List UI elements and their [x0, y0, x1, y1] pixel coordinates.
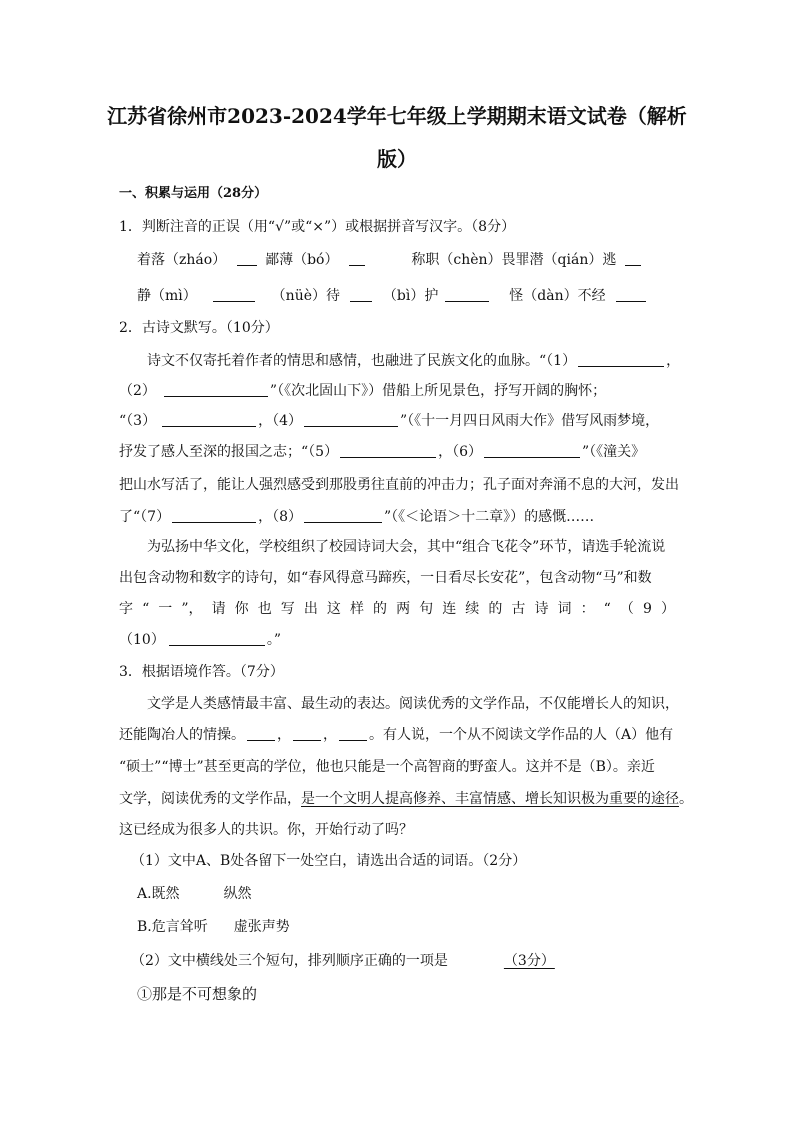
q2-p1-line6 [119, 507, 594, 527]
q1-blank-c[interactable] [625, 251, 641, 266]
q3-text: 还能陶冶人的情操。 [119, 727, 245, 743]
q2-p1-line4 [119, 442, 645, 462]
q3-blank-2[interactable] [293, 726, 321, 741]
q2-blank-6[interactable] [484, 443, 580, 458]
q2-blank-4[interactable] [304, 412, 398, 427]
section-heading: 一、积累与运用（28分） [119, 186, 268, 201]
q1-row2 [137, 286, 648, 306]
q2-blank-3[interactable] [162, 412, 256, 427]
q1-blank-g[interactable] [616, 287, 646, 302]
q1-item-g: 怪（dàn）不经 [509, 288, 606, 304]
q1-item-f: （bì）护 [382, 288, 439, 304]
q2-p2-line3 [119, 599, 675, 619]
q1-item-c: 称职（chèn）畏罪潜（qián）逃 [411, 252, 617, 268]
q2-p2-char: 样 [349, 601, 364, 617]
q2-p2-char: ） [660, 601, 675, 617]
q2-p2-char: 也 [257, 601, 272, 617]
q1-blank-a[interactable] [237, 251, 257, 266]
option-a-word2: 纵然 [223, 886, 252, 902]
q2-p1-text: “（3） [119, 413, 157, 429]
q1-item-b: 鄙薄（bó） [265, 252, 339, 268]
q2-blank-10[interactable] [169, 631, 265, 646]
q2-blank-5[interactable] [340, 443, 436, 458]
q2-p2-char: 字 [119, 601, 133, 617]
q2-p1-text: ”（《十一月四日风雨大作》借写风雨梦境， [400, 413, 660, 429]
q2-p1-line3 [119, 411, 659, 431]
option-b-word2: 虚张声势 [233, 919, 290, 935]
option-b-word1: B.危言耸听 [137, 919, 208, 935]
q3-line4 [119, 789, 693, 809]
q3-sub2 [131, 951, 555, 971]
q1-blank-d[interactable] [213, 287, 255, 302]
q2-p2-char: 9 [642, 601, 652, 617]
q1-blank-e[interactable] [350, 287, 372, 302]
q3-text: ， [277, 727, 291, 743]
q3-sub1: （1）文中A、B处各留下一处空白，请选出合适的词语。（2分） [131, 853, 527, 869]
q2-p1-text: ”（《次北固山下》）借船上所见景色，抒写开阔的胸怀； [269, 383, 607, 399]
q2-p2-char: ”， [181, 601, 203, 617]
q2-p2-line2: 出包含动物和数字的诗句，如“春风得意马蹄疾，一日看尽长安花”，包含动物“马”和数 [119, 570, 652, 586]
page-title-line1: 江苏省徐州市2023-2024学年七年级上学期期末语文试卷（解析 [107, 104, 687, 128]
q3-line1: 文学是人类感情最丰富、最生动的表达。阅读优秀的文学作品，不仅能增长人的知识， [147, 696, 679, 712]
page-title-line2: 版） [377, 147, 417, 171]
q2-p2-char: 这 [326, 601, 341, 617]
q2-p1-text: （2） [119, 383, 156, 399]
q2-p1-text: ，（4） [258, 413, 302, 429]
q2-p1-text: ”（《潼关》 [582, 444, 646, 460]
q2-p2-char: 出 [303, 601, 318, 617]
q2-p1-line2 [119, 381, 606, 401]
q2-p2-char: 的 [373, 601, 388, 617]
q3-item-1: ①那是不可想象的 [137, 985, 258, 1003]
q2-p2-text: 。” [266, 632, 281, 648]
q2-p2-char: 两 [396, 601, 411, 617]
q2-p2-char: ： [580, 601, 595, 617]
q3-line5: 这已经成为很多人的共识。你，开始行动了吗？ [119, 822, 413, 838]
q2-p2-char: 诗 [534, 601, 549, 617]
q1-blank-b[interactable] [349, 251, 365, 266]
q2-p2-char: “ [142, 601, 150, 617]
q3-stem: 3．根据语境作答。（7分） [119, 664, 284, 680]
q2-p2-char: 写 [280, 601, 295, 617]
q2-p1-text: ，（8） [258, 509, 302, 525]
q2-p1-text: 抒发了感人至深的报国之志；“（5） [119, 444, 339, 460]
q3-line3: “硕士”“博士”甚至更高的学位，他也只能是一个高智商的野蛮人。这并不是（B）。亲近 [119, 759, 655, 775]
q1-item-a: 着落（zháo） [137, 252, 227, 268]
q3-option-b [137, 917, 290, 937]
q2-blank-2[interactable] [164, 382, 268, 397]
q2-p2-line4 [119, 630, 281, 650]
option-a-word1: A.既然 [137, 886, 180, 902]
q2-p2-line1: 为弘扬中华文化，学校组织了校园诗词大会，其中“组合飞花令”环节，请选手轮流说 [147, 539, 666, 555]
q2-p1-text: ， [666, 353, 681, 369]
q2-p2-char: 续 [465, 601, 480, 617]
q2-p1-line5: 把山水写活了，能让人强烈感受到那股勇往直前的冲击力；孔子面对奔涌不息的大河，发出 [119, 477, 679, 493]
q3-text: 。 [679, 791, 693, 807]
q3-blank-1[interactable] [247, 726, 275, 741]
q2-p2-char: “ [603, 601, 611, 617]
q2-p2-char: （ [619, 601, 634, 617]
q1-item-e: （nüè）待 [271, 288, 340, 304]
q2-p1-line1 [147, 351, 680, 371]
q1-item-d: 静（mì） [137, 288, 197, 304]
q2-p2-char: 词 [557, 601, 572, 617]
q3-line2 [119, 725, 673, 745]
q2-p2-char: 的 [488, 601, 503, 617]
q3-underlined-sentence: 是一个文明人提高修养、丰富情感、增长知识极为重要的途径 [301, 791, 679, 807]
q3-text: 文学，阅读优秀的文学作品， [119, 791, 301, 807]
q2-blank-1[interactable] [578, 352, 664, 367]
q2-p1-text: ，（6） [438, 444, 482, 460]
q2-p2-char: 一 [158, 601, 173, 617]
q1-stem: 1．判断注音的正误（用“√”或“×”）或根据拼音写汉字。（8分） [119, 219, 516, 235]
q2-p2-char: 古 [511, 601, 526, 617]
q2-stem: 2．古诗文默写。（10分） [119, 320, 279, 336]
q3-text: 。有人说，一个从不阅读文学作品的人（A）他有 [369, 727, 674, 743]
q2-blank-7[interactable] [172, 508, 256, 523]
q2-p2-text: （10） [119, 632, 165, 648]
q2-p1-text: 诗文不仅寄托着作者的情思和感情，也融进了民族文化的血脉。“（1） [147, 353, 577, 369]
q3-text: ， [323, 727, 337, 743]
q2-p1-text: 了“（7） [119, 509, 171, 525]
q2-p2-char: 句 [419, 601, 434, 617]
q3-option-a [137, 884, 252, 904]
q2-p2-char: 请 [211, 601, 226, 617]
q2-p2-char: 连 [442, 601, 457, 617]
q1-blank-f[interactable] [445, 287, 489, 302]
q2-p1-text: ”（《＜论语＞十二章》）的感慨…… [384, 509, 595, 525]
q3-sub2-text: （2）文中横线处三个短句，排列顺序正确的一项是 [131, 953, 448, 969]
q2-blank-8[interactable] [304, 508, 382, 523]
q1-row1 [137, 250, 643, 270]
q2-p2-char: 你 [234, 601, 249, 617]
q3-sub2-answer-blank[interactable]: （3分） [503, 953, 555, 969]
q3-blank-3[interactable] [339, 726, 367, 741]
